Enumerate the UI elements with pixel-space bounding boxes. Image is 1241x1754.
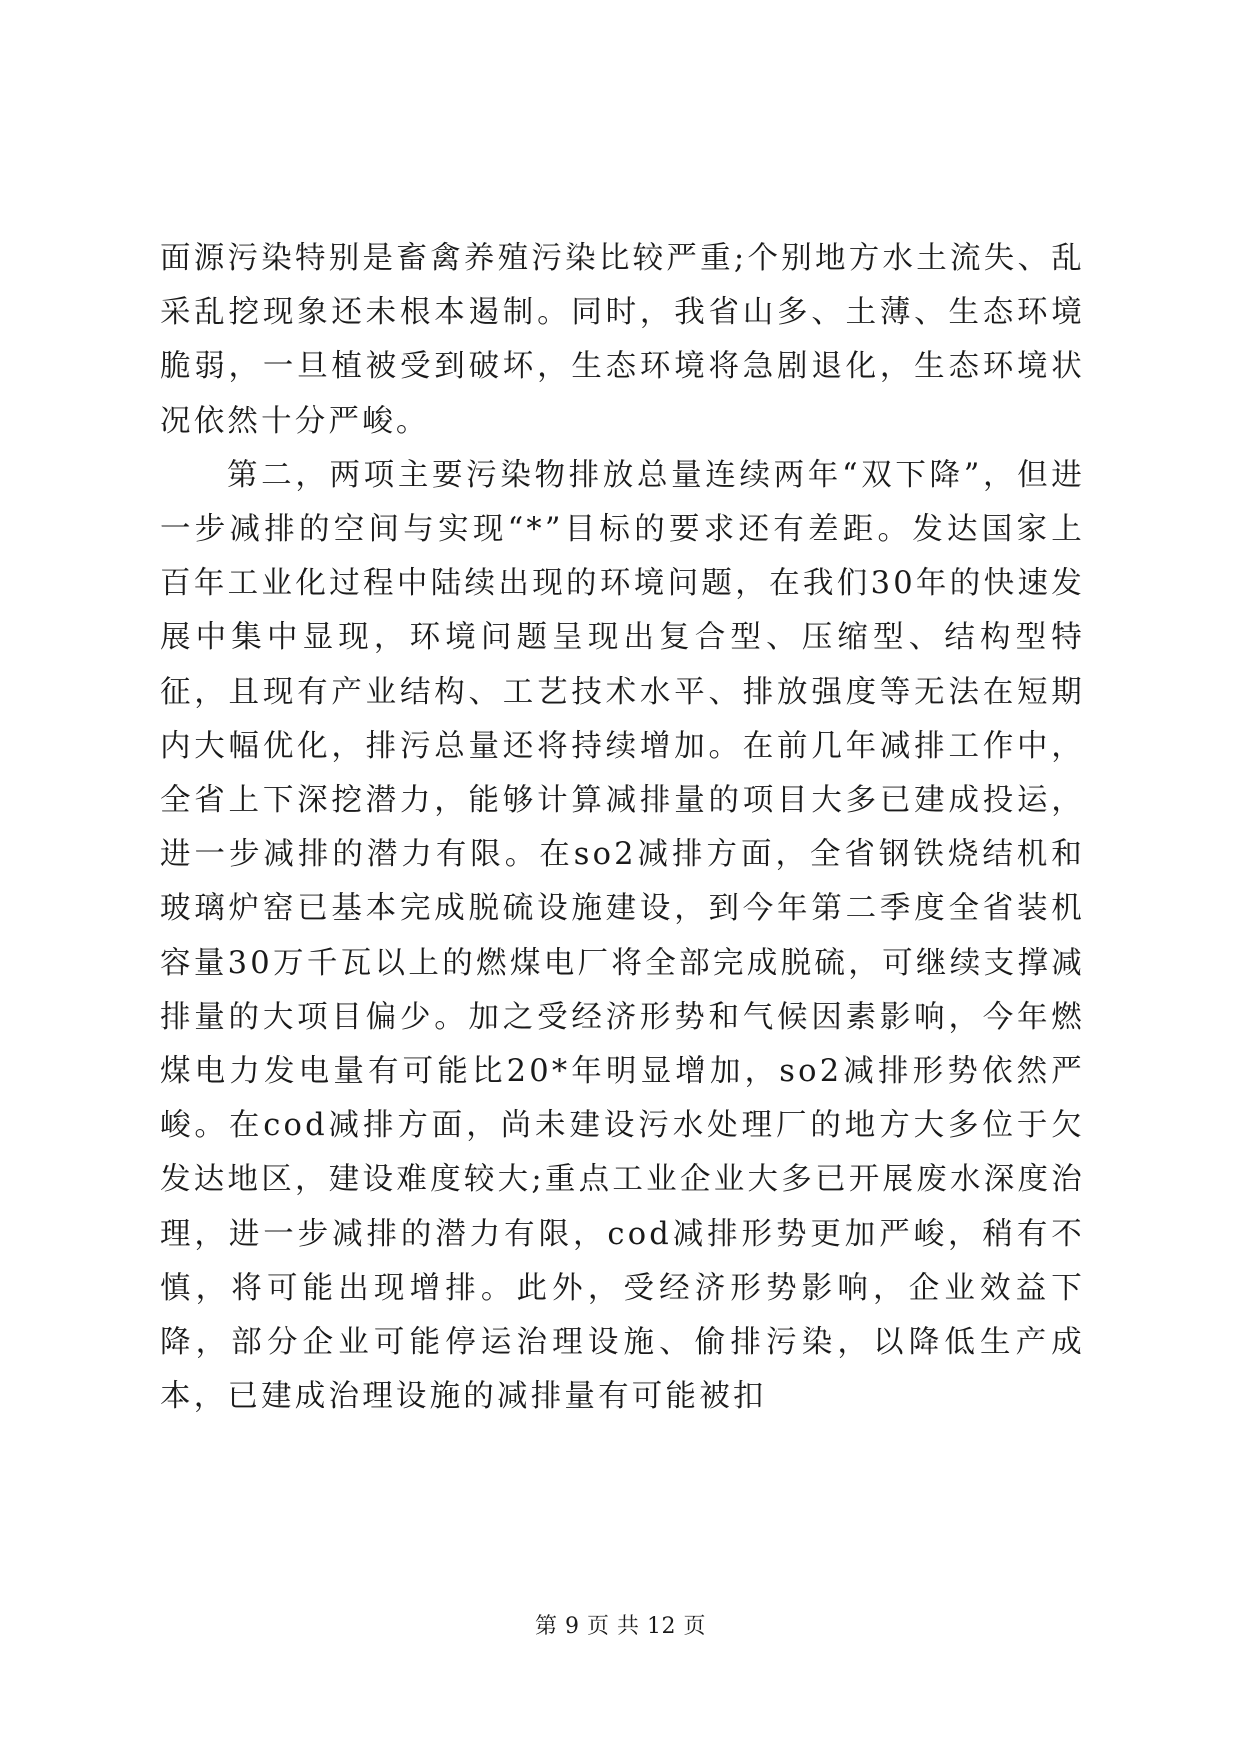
page-footer: [0, 1612, 1241, 1642]
document-body: [160, 232, 1085, 1424]
paragraph-2: 第二，两项主要污染物排放总量连续两年“双下降”，但进一步减排的空间与实现“*”目标的要求还有差距。发达国家上百年工业化过程中陆续出现的环境问题，在我们30年的快速发展中集中显现，环境问题呈现出复合型、压缩型、结构型特征，且现有产业结构、工艺技术水平、排放强度等无法在短期内大幅优化，排污总量还将持续增加。在前几年减排工作中，全省上下深挖潜力，能够计算减排量的项目大多已建成投运，进一步减排的潜力有限。在so2减排方面，全省钢铁烧结机和玻璃炉窑已基本完成脱硫设施建设，到今年第二季度全省装机容量30万千瓦以上的燃煤电厂将全部完成脱硫，可继续支撑减排量的大项目偏少。加之受经济形势和气候因素影响，今年燃煤电力发电量有可能比20*年明显增加，so2减排形势依然严峻。在cod减排方面，尚未建设污水处理厂的地方大多位于欠发达地区，建设难度较大;重点工业企业大多已开展废水深度治理，进一步减排的潜力有限，cod减排形势更加严峻，稍有不慎，将可能出现增排。此外，受经济形势影响，企业效益下降，部分企业可能停运治理设施、偷排污染，以降低生产成本，已建成治理设施的减排量有可能被扣: [160, 457, 1085, 1415]
page-number: 第 9 页 共 12 页: [535, 1614, 706, 1639]
paragraph-1: 面源污染特别是畜禽养殖污染比较严重;个别地方水土流失、乱采乱挖现象还未根本遏制。同时，我省山多、土薄、生态环境脆弱，一旦植被受到破坏，生态环境将急剧退化，生态环境状况依然十分严峻。: [160, 241, 1085, 439]
